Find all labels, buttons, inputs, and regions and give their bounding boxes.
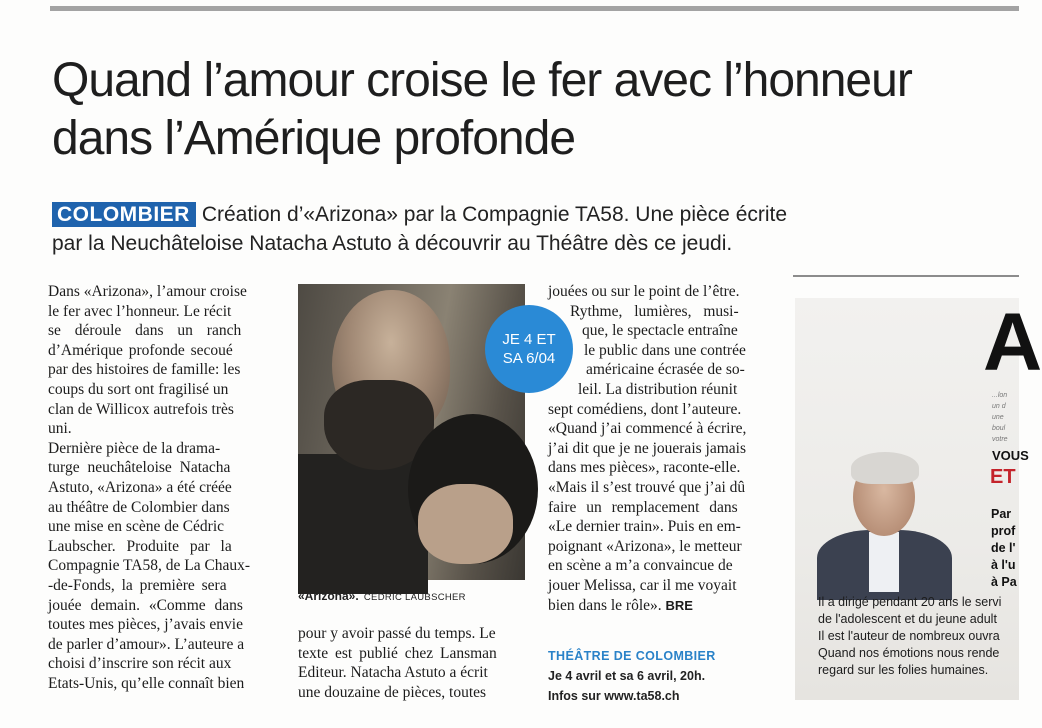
text-line: par des histoires de famille: les bbox=[48, 361, 241, 379]
ad-quote-line: boul bbox=[992, 425, 1006, 432]
ad-side-line: prof bbox=[991, 524, 1016, 538]
photo-credit: CÉDRIC LAUBSCHER bbox=[363, 592, 466, 603]
text-line: coups du sort ont fragilisé un bbox=[48, 380, 229, 398]
text-line: toutes mes pièces, j’avais envie bbox=[48, 616, 243, 634]
author-signature: BRE bbox=[665, 597, 693, 613]
caption-title: «Arizona». bbox=[298, 589, 359, 603]
photo-shape bbox=[418, 484, 513, 564]
text-line: choisi d’inscrire son récit aux bbox=[48, 655, 232, 673]
text-line: Editeur. Natacha Astuto a écrit bbox=[298, 664, 488, 682]
body-column-2 bbox=[298, 624, 530, 702]
ad-et: ET bbox=[990, 466, 1016, 488]
portrait-shape bbox=[869, 532, 899, 592]
event-info bbox=[548, 646, 716, 706]
location-kicker: COLOMBIER bbox=[52, 202, 196, 227]
column-separator bbox=[793, 275, 1019, 277]
ad-quote bbox=[992, 390, 1008, 445]
top-rule bbox=[50, 6, 1019, 11]
body-column-1 bbox=[48, 282, 280, 693]
text-line: se déroule dans un ranch bbox=[48, 322, 242, 340]
text-line: jouer Melissa, car il me voyait bbox=[548, 576, 737, 594]
text-line: américaine écrasée de so- bbox=[586, 361, 745, 379]
text-line: Dernière pièce de la drama- bbox=[48, 439, 221, 457]
text-line: sept comédiens, dont l’auteure. bbox=[548, 400, 742, 418]
text-line: Astuto, «Arizona» a été créée bbox=[48, 478, 232, 496]
text-line: Compagnie TA58, de La Chaux- bbox=[48, 557, 251, 575]
text-line-end: bien dans le rôle». bbox=[548, 596, 662, 614]
text-line: Laubscher. Produite par la bbox=[48, 537, 232, 555]
text-line: clan de Willicox autrefois très bbox=[48, 400, 234, 418]
lead-line-2: par la Neuchâteloise Natacha Astuto à découvrir au Théâtre dès ce jeudi. bbox=[52, 232, 733, 255]
ad-quote-line: ...lon bbox=[992, 392, 1008, 399]
text-line: Etats-Unis, qu’elle connaît bien bbox=[48, 674, 245, 692]
photo-caption bbox=[298, 589, 466, 603]
text-line: «Quand j’ai commencé à écrire, bbox=[548, 420, 747, 438]
text-line: jouées ou sur le point de l’être. bbox=[548, 283, 740, 300]
article-headline: Quand l’amour croise le fer avec l’honneur dans l’Amérique profonde bbox=[52, 54, 912, 165]
portrait-shape bbox=[851, 452, 919, 484]
body-column-3 bbox=[548, 282, 773, 615]
advertisement[interactable] bbox=[795, 297, 1042, 700]
text-line: faire un remplacement dans bbox=[548, 498, 738, 516]
text-line: poignant «Arizona», le metteur bbox=[548, 537, 742, 555]
event-website: Infos sur www.ta58.ch bbox=[548, 689, 680, 703]
ad-portrait bbox=[817, 448, 947, 588]
ad-quote-line: un d bbox=[992, 403, 1006, 410]
text-line: une douzaine de pièces, toutes bbox=[298, 683, 487, 701]
ad-bio-line: de l'adolescent et du jeune adult bbox=[818, 612, 997, 626]
text-line: j’ai dit que je ne jouerais jamais bbox=[548, 439, 746, 457]
ad-vous: VOUS bbox=[992, 448, 1029, 463]
text-line: au théâtre de Colombier dans bbox=[48, 498, 230, 516]
ad-quote-line: une bbox=[992, 414, 1004, 421]
text-line: que, le spectacle entraîne bbox=[582, 322, 738, 340]
text-line bbox=[548, 596, 773, 616]
text-line: jouée demain. «Comme dans bbox=[48, 596, 243, 614]
text-line: pour y avoir passé du temps. Le bbox=[298, 625, 496, 642]
text-line: «Le dernier train». Puis en em- bbox=[548, 518, 741, 536]
lead-line-1: Création d’«Arizona» par la Compagnie TA58. Une pièce écrite bbox=[201, 203, 788, 226]
ad-quote-line: votre bbox=[992, 436, 1008, 443]
text-line: en scène a m’a convaincue de bbox=[548, 557, 733, 575]
text-line: d’Amérique profonde secoué bbox=[48, 341, 233, 359]
text-line: le fer avec l’honneur. Le récit bbox=[48, 302, 232, 320]
venue-name: THÉÂTRE DE COLOMBIER bbox=[548, 649, 716, 663]
text-line: Rythme, lumières, musi- bbox=[570, 302, 739, 320]
badge-line-1: JE 4 ET bbox=[502, 331, 556, 348]
text-line: une mise en scène de Cédric bbox=[48, 518, 225, 536]
ad-bio bbox=[818, 594, 1001, 679]
text-line: -de-Fonds, la première sera bbox=[48, 576, 227, 594]
ad-bio-line: Il a dirigé pendant 20 ans le servi bbox=[818, 595, 1002, 609]
text-line: le public dans une contrée bbox=[584, 341, 746, 359]
text-line: leil. La distribution réunit bbox=[578, 380, 738, 398]
ad-side-line: à Pa bbox=[991, 575, 1017, 589]
text-line: dans mes pièces», raconte-elle. bbox=[548, 459, 741, 477]
ad-side-line: à l'u bbox=[991, 558, 1016, 572]
text-line: de parler d’amour». L’auteure a bbox=[48, 635, 245, 653]
ad-letter: A bbox=[983, 297, 1042, 388]
ad-bio-line: Il est l'auteur de nombreux ouvra bbox=[818, 629, 1000, 643]
ad-side-line: de l' bbox=[991, 541, 1016, 555]
text-line: «Mais il s’est trouvé que j’ai dû bbox=[548, 478, 746, 496]
ad-bio-line: regard sur les folies humaines. bbox=[818, 663, 989, 677]
ad-bio-line: Quand nos émotions nous rende bbox=[818, 646, 1000, 660]
text-line: uni. bbox=[48, 420, 72, 438]
text-line: turge neuchâteloise Natacha bbox=[48, 459, 231, 477]
text-line: texte est publié chez Lansman bbox=[298, 644, 497, 662]
ad-side-line: Par bbox=[991, 507, 1012, 521]
badge-line-2: SA 6/04 bbox=[502, 350, 556, 367]
ad-side-text bbox=[991, 506, 1017, 591]
event-dates: Je 4 avril et sa 6 avril, 20h. bbox=[548, 669, 706, 683]
article-lead bbox=[52, 200, 952, 258]
text-line: Dans «Arizona», l’amour croise bbox=[48, 283, 247, 300]
